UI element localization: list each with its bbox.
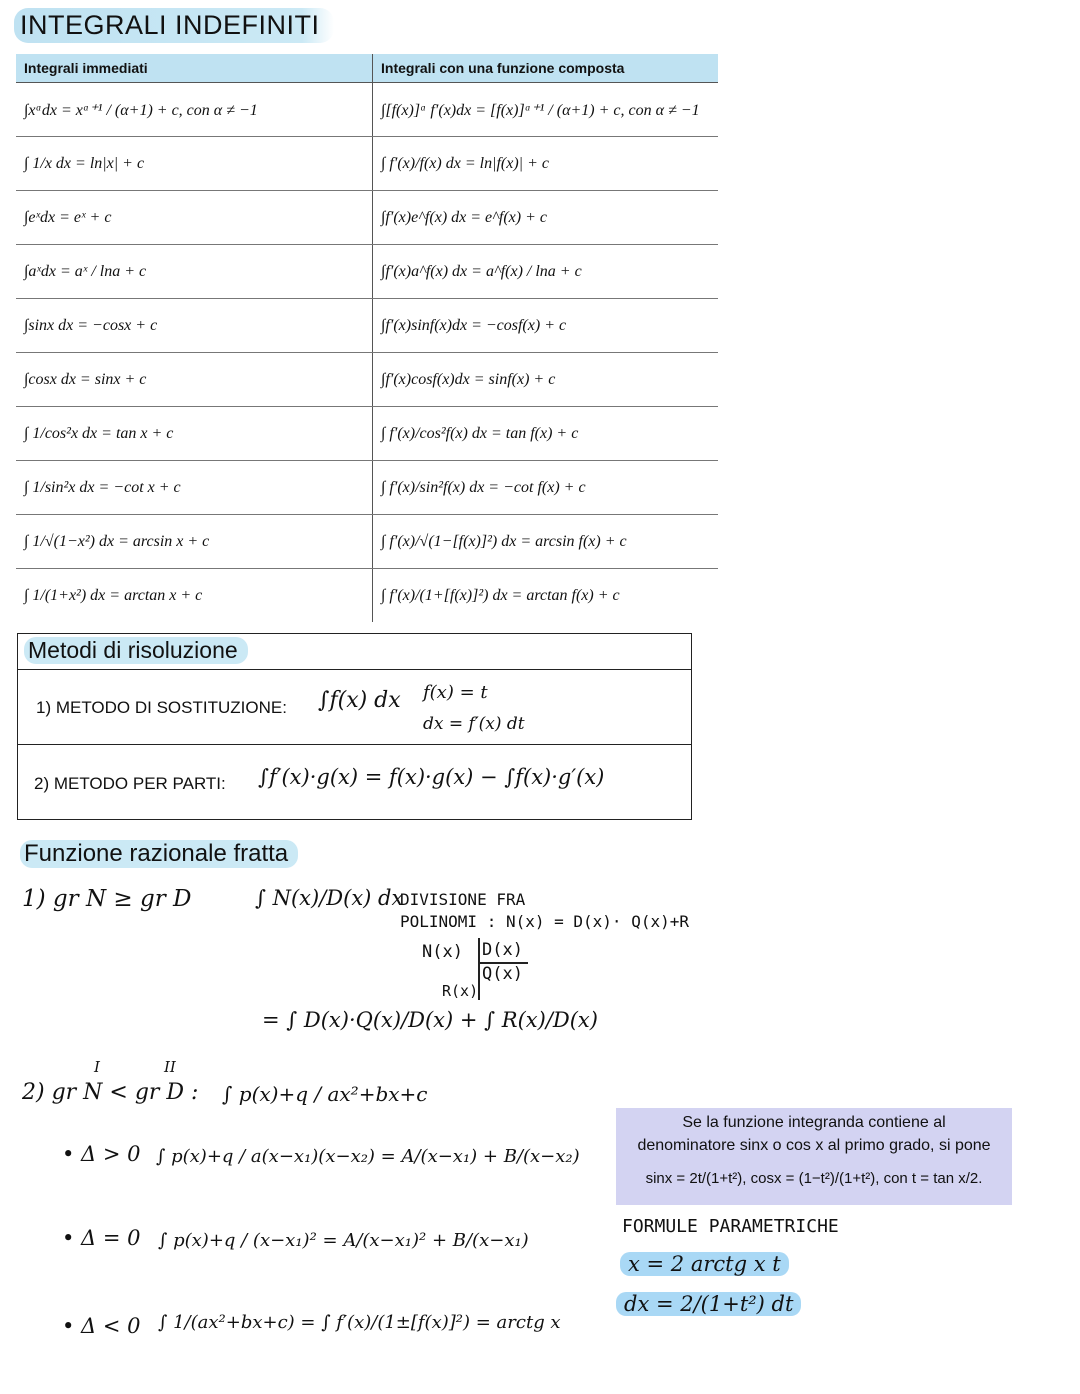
table-cell: ∫f′(x)e^f(x) dx = e^f(x) + c: [373, 191, 719, 245]
table-cell: ∫ 1/cos²x dx = tan x + c: [16, 407, 373, 461]
table-row: [16, 407, 718, 461]
division-quotient: Q(x): [482, 964, 523, 984]
case2-label: 2) gr N < gr D :: [22, 1080, 199, 1105]
integrals-table: [16, 54, 718, 622]
table-row: [16, 191, 718, 245]
table-cell: ∫ 1/(1+x²) dx = arctan x + c: [16, 569, 373, 623]
table-row: [16, 569, 718, 623]
metodi-header-box: [17, 633, 692, 670]
division-scheme: [420, 938, 530, 1002]
table-cell: ∫eˣdx = eˣ + c: [16, 191, 373, 245]
case1-integral: ∫ N(x)/D(x) dx: [255, 886, 404, 910]
metodo-sostituzione-label: 1) METODO DI SOSTITUZIONE:: [36, 698, 287, 717]
table-cell: ∫xᵅdx = xᵅ⁺¹ / (α+1) + c, con α ≠ −1: [16, 83, 373, 137]
division-divisor: D(x): [482, 940, 523, 960]
table-cell: ∫f′(x)sinf(x)dx = −cosf(x) + c: [373, 299, 719, 353]
x-substitution: x = 2 arctg x t: [620, 1252, 789, 1276]
metodo-sostituzione-formula: ∫f(x) dx: [318, 688, 401, 713]
delta-zero-label: • Δ = 0: [62, 1226, 141, 1250]
delta-negative-label: • Δ < 0: [62, 1314, 141, 1338]
table-cell: ∫aˣdx = aˣ / lna + c: [16, 245, 373, 299]
table-cell: ∫f′(x)cosf(x)dx = sinf(x) + c: [373, 353, 719, 407]
case1-label: 1) gr N ≥ gr D: [22, 886, 192, 912]
metodo-sostituzione-sub1: f(x) = t: [423, 682, 488, 703]
case2-integral: ∫ p(x)+q / ax²+bx+c: [222, 1082, 428, 1106]
table-cell: ∫ 1/sin²x dx = −cot x + c: [16, 461, 373, 515]
dx-substitution: dx = 2/(1+t²) dt: [616, 1292, 801, 1316]
table-row: [16, 515, 718, 569]
roman-one: I: [94, 1058, 100, 1076]
table-cell: ∫cosx dx = sinx + c: [16, 353, 373, 407]
page-title: INTEGRALI INDEFINITI: [14, 8, 334, 43]
division-text-1: DIVISIONE FRA: [400, 890, 526, 909]
table-cell: ∫[f(x)]ᵅ f′(x)dx = [f(x)]ᵅ⁺¹ / (α+1) + c, con α ≠ −1: [373, 83, 719, 137]
division-text-2: POLINOMI : N(x) = D(x)· Q(x)+R: [400, 912, 689, 931]
note-line-1: Se la funzione integranda contiene al: [682, 1114, 946, 1131]
column-header-immediati: Integrali immediati: [16, 54, 373, 83]
roman-two: II: [164, 1058, 176, 1076]
table-cell: ∫f′(x)a^f(x) dx = a^f(x) / lna + c: [373, 245, 719, 299]
metodo-sostituzione-row: [17, 669, 692, 745]
case1-result: = ∫ D(x)·Q(x)/D(x) + ∫ R(x)/D(x): [262, 1008, 598, 1032]
delta-positive-label: • Δ > 0: [62, 1142, 141, 1166]
note-line-2: denominatore sinx o cos x al primo grado, si pone: [637, 1137, 991, 1154]
formule-parametriche-label: FORMULE PARAMETRICHE: [622, 1216, 839, 1237]
metodo-parti-formula: ∫f′(x)·g(x) = f(x)·g(x) − ∫f(x)·g′(x): [258, 765, 605, 789]
metodo-sostituzione-sub2: dx = f′(x) dt: [423, 714, 525, 734]
table-cell: ∫ 1/√(1−x²) dx = arcsin x + c: [16, 515, 373, 569]
metodo-parti-row: [17, 744, 692, 820]
table-header-row: [16, 54, 718, 83]
razionale-title: Funzione razionale fratta: [20, 840, 298, 868]
delta-zero-formula: ∫ p(x)+q / (x−x₁)² = A/(x−x₁)² + B/(x−x₁): [158, 1230, 529, 1251]
metodi-title: Metodi di risoluzione: [24, 637, 248, 664]
division-hline: [478, 962, 528, 964]
delta-positive-formula: ∫ p(x)+q / a(x−x₁)(x−x₂) = A/(x−x₁) + B/(x−x₂): [156, 1146, 580, 1167]
table-row: [16, 245, 718, 299]
table-cell: ∫ f′(x)/cos²f(x) dx = tan f(x) + c: [373, 407, 719, 461]
division-vline: [478, 938, 480, 1000]
table-row: [16, 461, 718, 515]
table-cell: ∫ f′(x)/√(1−[f(x)]²) dx = arcsin f(x) + c: [373, 515, 719, 569]
parametric-note-box: [616, 1108, 1012, 1205]
table-row: [16, 137, 718, 191]
table-cell: ∫ 1/x dx = ln|x| + c: [16, 137, 373, 191]
table-row: [16, 83, 718, 137]
metodo-parti-label: 2) METODO PER PARTI:: [34, 774, 226, 793]
table-row: [16, 353, 718, 407]
table-cell: ∫ f′(x)/(1+[f(x)]²) dx = arctan f(x) + c: [381, 586, 620, 604]
table-row: [16, 299, 718, 353]
delta-negative-formula: ∫ 1/(ax²+bx+c) = ∫ f′(x)/(1±[f(x)]²) = arctg x: [158, 1312, 561, 1333]
table-cell: ∫ f′(x)/sin²f(x) dx = −cot f(x) + c: [373, 461, 719, 515]
table-cell: ∫ f′(x)/f(x) dx = ln|f(x)| + c: [373, 137, 719, 191]
note-line-3: sinx = 2t/(1+t²), cosx = (1−t²)/(1+t²), con t = tan x/2.: [645, 1170, 983, 1187]
column-header-composta: Integrali con una funzione composta: [373, 54, 719, 83]
division-numerator: N(x): [422, 942, 463, 962]
table-cell: ∫sinx dx = −cosx + c: [16, 299, 373, 353]
division-remainder: R(x): [442, 982, 479, 1000]
